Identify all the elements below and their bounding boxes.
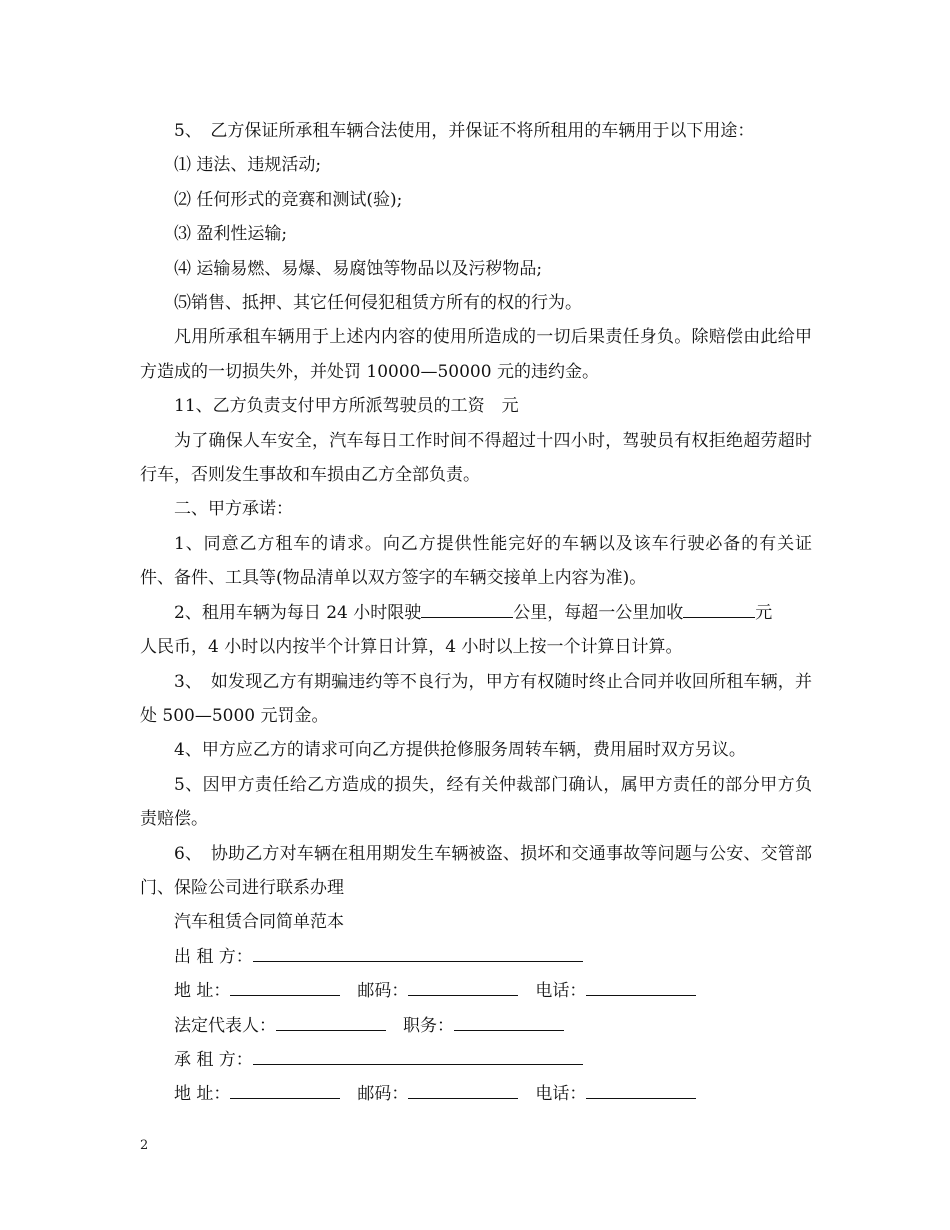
use-item-5: ⑸销售、抵押、其它任何侵犯租赁方所有的权的行为。 xyxy=(174,293,582,314)
postcode-field[interactable] xyxy=(408,1083,518,1099)
phone-field[interactable] xyxy=(586,980,696,996)
address-field[interactable] xyxy=(230,980,340,996)
commitment-2-line-1 xyxy=(140,596,812,630)
commitment-6: 6、 协助乙方对车辆在租用期发生车辆被盗、损坏和交通事故等问题与公安、交管部门、保险公司进行联系办理 xyxy=(140,843,812,898)
lessor-address-row xyxy=(140,974,812,1008)
extra-fee-blank[interactable] xyxy=(683,602,755,618)
clause-5-intro: 5、 乙方保证所承租车辆合法使用，并保证不将所租用的车辆用于以下用途： xyxy=(174,121,755,141)
postcode-field[interactable] xyxy=(408,980,518,996)
mileage-limit-blank[interactable] xyxy=(421,602,513,618)
phone-field[interactable] xyxy=(586,1083,696,1099)
mileage-text-b: 公里，每超一公里加收 xyxy=(513,602,684,623)
representative-field[interactable] xyxy=(276,1015,386,1031)
commitment-5: 5、因甲方责任给乙方造成的损失，经有关仲裁部门确认，属甲方责任的部分甲方负责赔偿。 xyxy=(140,774,812,830)
lessor-commitments-heading: 二、甲方承诺： xyxy=(174,499,293,520)
commitment-3: 3、 如发现乙方有期骗违约等不良行为，甲方有权随时终止合同并收回所租车辆，并处 500—5000 元罚金。 xyxy=(140,671,812,726)
lessor-row xyxy=(140,940,812,974)
commitment-2-line-2: 人民币，4 小时以内按半个计算日计算，4 小时以上按一个计算日计算。 xyxy=(140,637,683,658)
lessee-label: 承 租 方： xyxy=(174,1049,253,1070)
safety-paragraph: 为了确保人车安全，汽车每日工作时间不得超过十四小时，驾驶员有权拒绝超劳超时行车，否则发生事故和车损由乙方全部负责。 xyxy=(140,430,812,486)
liability-paragraph: 凡用所承租车辆用于上述内内容的使用所造成的一切后果责任身负。除赔偿由此给甲方造成的一切损失外，并处罚 10000—50000 元的违约金。 xyxy=(140,327,812,382)
commitment-1: 1、同意乙方租车的请求。向乙方提供性能完好的车辆以及该车行驶必备的有关证件、备件、工具等(物品清单以双方签字的车辆交接单上内容为准)。 xyxy=(140,533,812,589)
clause-11-wages: 11、乙方负责支付甲方所派驾驶员的工资 元 xyxy=(174,396,519,417)
mileage-text-a: 2、租用车辆为每日 24 小时限驶 xyxy=(174,602,422,623)
mileage-text-c: 元 xyxy=(755,602,773,623)
address-label: 地 址： xyxy=(174,1084,231,1105)
lessor-label: 出 租 方： xyxy=(174,946,253,967)
use-item-4: ⑷ 运输易燃、易爆、易腐蚀等物品以及污秽物品; xyxy=(174,258,543,279)
representative-label: 法定代表人： xyxy=(174,1015,276,1036)
use-item-3: ⑶ 盈利性运输; xyxy=(174,224,288,245)
commitment-4: 4、甲方应乙方的请求可向乙方提供抢修服务周转车辆，费用届时双方另议。 xyxy=(174,740,746,761)
phone-label: 电话： xyxy=(535,1084,587,1105)
postcode-label: 邮码： xyxy=(357,1084,409,1105)
position-label: 职务： xyxy=(403,1015,454,1036)
use-item-1: ⑴ 违法、违规活动; xyxy=(174,155,322,176)
use-item-2: ⑵ 任何形式的竞赛和测试(验); xyxy=(174,189,403,210)
address-field[interactable] xyxy=(230,1083,340,1099)
lessee-row xyxy=(140,1043,812,1077)
position-field[interactable] xyxy=(454,1015,564,1031)
representative-row xyxy=(140,1009,812,1043)
address-label: 地 址： xyxy=(174,981,231,1002)
lessee-address-row xyxy=(140,1077,812,1111)
lessor-field[interactable] xyxy=(253,946,583,962)
document-body xyxy=(140,114,812,1112)
template-title: 汽车租赁合同简单范本 xyxy=(174,912,344,933)
lessee-field[interactable] xyxy=(253,1049,583,1065)
page-number: 2 xyxy=(140,1138,149,1153)
phone-label: 电话： xyxy=(535,981,587,1002)
postcode-label: 邮码： xyxy=(357,981,409,1002)
